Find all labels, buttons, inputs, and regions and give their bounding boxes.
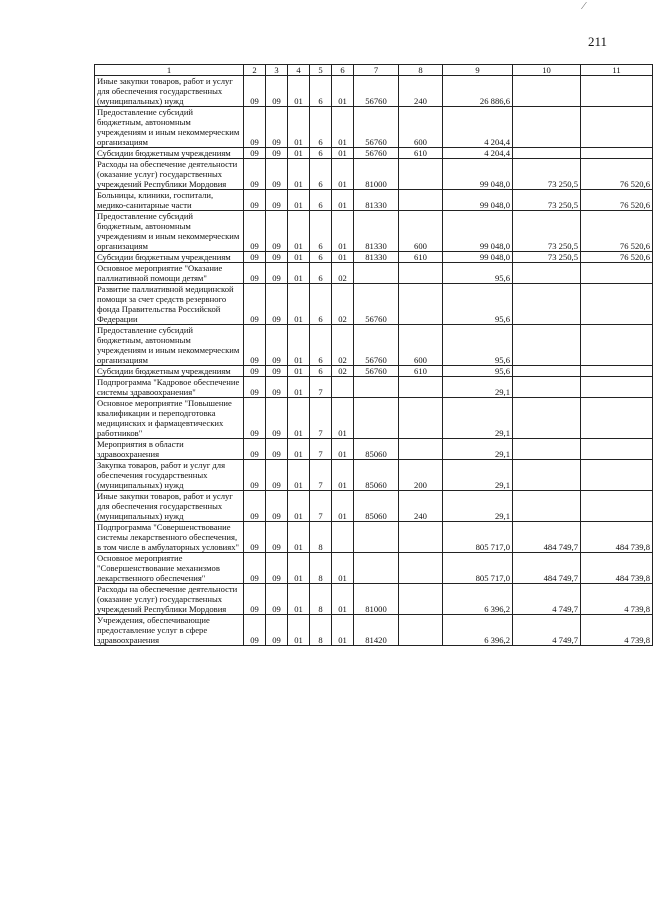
code-gp: 09 (244, 263, 266, 284)
code-dir: 56760 (354, 366, 399, 377)
row-name: Расходы на обеспечение деятельности (оказание услуг) государственных учреждений Республики Мордовия (95, 584, 244, 615)
amount-col9: 29,1 (443, 439, 513, 460)
row-name: Учреждения, обеспечивающие предоставление услуг в сфере здравоохранения (95, 615, 244, 646)
code-dir (354, 553, 399, 584)
table-row (95, 522, 653, 553)
amount-col10 (513, 398, 581, 439)
code-vid (399, 377, 443, 398)
code-dir: 56760 (354, 148, 399, 159)
code-vid: 200 (399, 460, 443, 491)
amount-col10: 73 250,5 (513, 190, 581, 211)
code-sub: 7 (310, 377, 332, 398)
code-prog: 01 (288, 439, 310, 460)
code-main: 01 (332, 491, 354, 522)
amount-col10 (513, 460, 581, 491)
table-row (95, 553, 653, 584)
code-gp: 09 (244, 366, 266, 377)
code-prog: 01 (288, 491, 310, 522)
amount-col11 (581, 76, 653, 107)
row-name: Больницы, клиники, госпитали, медико-санитарные части (95, 190, 244, 211)
code-sub: 8 (310, 553, 332, 584)
code-sub: 7 (310, 460, 332, 491)
row-name: Подпрограмма "Совершенствование системы лекарственного обеспечения, в том числе в амбулаторных условиях" (95, 522, 244, 553)
code-gk: 09 (266, 553, 288, 584)
table-row (95, 366, 653, 377)
code-gp: 09 (244, 398, 266, 439)
code-dir: 81000 (354, 159, 399, 190)
code-gp: 09 (244, 76, 266, 107)
code-vid (399, 439, 443, 460)
amount-col10 (513, 491, 581, 522)
code-main: 01 (332, 107, 354, 148)
code-main: 01 (332, 553, 354, 584)
table-row (95, 615, 653, 646)
amount-col9: 29,1 (443, 460, 513, 491)
code-gp: 09 (244, 377, 266, 398)
column-header-6: 6 (332, 65, 354, 76)
code-vid: 600 (399, 107, 443, 148)
table-row (95, 325, 653, 366)
amount-col11: 76 520,6 (581, 211, 653, 252)
amount-col9: 6 396,2 (443, 615, 513, 646)
column-header-7: 7 (354, 65, 399, 76)
code-dir: 56760 (354, 107, 399, 148)
amount-col9: 6 396,2 (443, 584, 513, 615)
budget-table (94, 64, 653, 646)
amount-col11: 4 739,8 (581, 584, 653, 615)
code-prog: 01 (288, 211, 310, 252)
code-sub: 6 (310, 190, 332, 211)
amount-col10: 73 250,5 (513, 159, 581, 190)
code-vid: 240 (399, 491, 443, 522)
amount-col11 (581, 491, 653, 522)
code-vid: 600 (399, 325, 443, 366)
code-gk: 09 (266, 460, 288, 491)
column-header-9: 9 (443, 65, 513, 76)
code-main: 02 (332, 325, 354, 366)
code-vid (399, 284, 443, 325)
code-main: 01 (332, 148, 354, 159)
column-header-8: 8 (399, 65, 443, 76)
code-main: 01 (332, 252, 354, 263)
code-dir (354, 398, 399, 439)
amount-col9: 29,1 (443, 491, 513, 522)
code-dir: 85060 (354, 439, 399, 460)
amount-col10 (513, 284, 581, 325)
code-dir: 81330 (354, 211, 399, 252)
code-sub: 6 (310, 107, 332, 148)
amount-col11 (581, 439, 653, 460)
code-gp: 09 (244, 148, 266, 159)
code-sub: 8 (310, 615, 332, 646)
code-vid (399, 190, 443, 211)
amount-col11 (581, 148, 653, 159)
code-gp: 09 (244, 522, 266, 553)
column-header-4: 4 (288, 65, 310, 76)
code-sub: 7 (310, 491, 332, 522)
code-vid: 610 (399, 366, 443, 377)
row-name: Предоставление субсидий бюджетным, автономным учреждениям и иным некоммерческим организациям (95, 211, 244, 252)
code-sub: 7 (310, 398, 332, 439)
table-row (95, 76, 653, 107)
code-gk: 09 (266, 491, 288, 522)
table-row (95, 159, 653, 190)
table-row (95, 439, 653, 460)
amount-col10 (513, 76, 581, 107)
code-gk: 09 (266, 159, 288, 190)
row-name: Иные закупки товаров, работ и услуг для обеспечения государственных (муниципальных) нужд (95, 76, 244, 107)
row-name: Расходы на обеспечение деятельности (оказание услуг) государственных учреждений Республики Мордовия (95, 159, 244, 190)
row-name: Иные закупки товаров, работ и услуг для обеспечения государственных (муниципальных) нужд (95, 491, 244, 522)
amount-col10: 4 749,7 (513, 615, 581, 646)
code-gk: 09 (266, 584, 288, 615)
row-name: Мероприятия в области здравоохранения (95, 439, 244, 460)
code-vid: 610 (399, 252, 443, 263)
code-sub: 7 (310, 439, 332, 460)
code-main: 01 (332, 190, 354, 211)
amount-col11 (581, 325, 653, 366)
column-header-3: 3 (266, 65, 288, 76)
table-row (95, 107, 653, 148)
row-name: Предоставление субсидий бюджетным, автономным учреждениям и иным некоммерческим организациям (95, 107, 244, 148)
amount-col11: 76 520,6 (581, 190, 653, 211)
amount-col11: 484 739,8 (581, 522, 653, 553)
code-gk: 09 (266, 439, 288, 460)
code-main: 01 (332, 159, 354, 190)
code-gk: 09 (266, 325, 288, 366)
amount-col9: 99 048,0 (443, 211, 513, 252)
code-gk: 09 (266, 148, 288, 159)
code-prog: 01 (288, 377, 310, 398)
table-row (95, 491, 653, 522)
code-gp: 09 (244, 190, 266, 211)
code-main: 01 (332, 584, 354, 615)
amount-col11 (581, 284, 653, 325)
code-prog: 01 (288, 190, 310, 211)
row-name: Закупка товаров, работ и услуг для обеспечения государственных (муниципальных) нужд (95, 460, 244, 491)
code-vid: 610 (399, 148, 443, 159)
row-name: Основное мероприятие "Оказание паллиативной помощи детям" (95, 263, 244, 284)
code-dir: 81000 (354, 584, 399, 615)
amount-col10 (513, 366, 581, 377)
amount-col11 (581, 377, 653, 398)
row-name: Основное мероприятие "Совершенствование механизмов лекарственного обеспечения" (95, 553, 244, 584)
code-prog: 01 (288, 366, 310, 377)
code-vid (399, 615, 443, 646)
table-row (95, 190, 653, 211)
amount-col10: 484 749,7 (513, 553, 581, 584)
code-gk: 09 (266, 284, 288, 325)
column-header-2: 2 (244, 65, 266, 76)
code-gk: 09 (266, 366, 288, 377)
amount-col10: 73 250,5 (513, 211, 581, 252)
code-dir (354, 377, 399, 398)
table-row (95, 263, 653, 284)
row-name: Развитие паллиативной медицинской помощи за счет средств резервного фонда Правительства Российской Федерации (95, 284, 244, 325)
row-name: Субсидии бюджетным учреждениям (95, 366, 244, 377)
code-prog: 01 (288, 522, 310, 553)
code-prog: 01 (288, 398, 310, 439)
code-gk: 09 (266, 377, 288, 398)
code-vid (399, 553, 443, 584)
code-prog: 01 (288, 107, 310, 148)
code-vid (399, 522, 443, 553)
code-dir (354, 263, 399, 284)
code-vid: 240 (399, 76, 443, 107)
code-main: 02 (332, 263, 354, 284)
code-sub: 6 (310, 211, 332, 252)
code-prog: 01 (288, 159, 310, 190)
code-dir: 81330 (354, 252, 399, 263)
code-gk: 09 (266, 252, 288, 263)
page-number: 211 (588, 34, 608, 49)
code-gp: 09 (244, 584, 266, 615)
amount-col10 (513, 148, 581, 159)
amount-col9: 29,1 (443, 377, 513, 398)
code-sub: 6 (310, 159, 332, 190)
table-row (95, 584, 653, 615)
amount-col9: 4 204,4 (443, 148, 513, 159)
code-main (332, 522, 354, 553)
code-gp: 09 (244, 252, 266, 263)
code-sub: 8 (310, 584, 332, 615)
code-gp: 09 (244, 211, 266, 252)
code-sub: 6 (310, 252, 332, 263)
amount-col9: 805 717,0 (443, 553, 513, 584)
code-main: 01 (332, 76, 354, 107)
amount-col11 (581, 460, 653, 491)
amount-col10 (513, 325, 581, 366)
code-prog: 01 (288, 252, 310, 263)
amount-col9: 95,6 (443, 325, 513, 366)
amount-col10: 73 250,5 (513, 252, 581, 263)
code-sub: 6 (310, 148, 332, 159)
code-dir: 85060 (354, 460, 399, 491)
amount-col11: 4 739,8 (581, 615, 653, 646)
amount-col10 (513, 377, 581, 398)
code-prog: 01 (288, 76, 310, 107)
amount-col9: 99 048,0 (443, 190, 513, 211)
code-gp: 09 (244, 284, 266, 325)
amount-col10: 4 749,7 (513, 584, 581, 615)
row-name: Субсидии бюджетным учреждениям (95, 252, 244, 263)
code-gp: 09 (244, 491, 266, 522)
code-gp: 09 (244, 615, 266, 646)
amount-col11: 484 739,8 (581, 553, 653, 584)
code-vid (399, 584, 443, 615)
code-sub: 6 (310, 366, 332, 377)
table-row (95, 211, 653, 252)
amount-col9: 95,6 (443, 366, 513, 377)
code-gk: 09 (266, 398, 288, 439)
row-name: Подпрограмма "Кадровое обеспечение системы здравоохранения" (95, 377, 244, 398)
column-header-11: 11 (581, 65, 653, 76)
code-main: 01 (332, 460, 354, 491)
code-sub: 8 (310, 522, 332, 553)
table-row (95, 284, 653, 325)
amount-col9: 95,6 (443, 284, 513, 325)
code-vid (399, 398, 443, 439)
code-dir: 56760 (354, 76, 399, 107)
amount-col10 (513, 107, 581, 148)
row-name: Основное мероприятие "Повышение квалификации и переподготовка медицинских и фармацевтических работников" (95, 398, 244, 439)
code-gp: 09 (244, 460, 266, 491)
code-main: 02 (332, 284, 354, 325)
code-sub: 6 (310, 325, 332, 366)
column-header-1: 1 (95, 65, 244, 76)
amount-col9: 26 886,6 (443, 76, 513, 107)
table-row (95, 398, 653, 439)
code-main (332, 377, 354, 398)
code-gp: 09 (244, 107, 266, 148)
column-header-5: 5 (310, 65, 332, 76)
code-gp: 09 (244, 325, 266, 366)
amount-col9: 99 048,0 (443, 252, 513, 263)
amount-col10 (513, 263, 581, 284)
code-sub: 6 (310, 76, 332, 107)
table-body (95, 76, 653, 646)
code-dir (354, 522, 399, 553)
code-gk: 09 (266, 615, 288, 646)
code-sub: 6 (310, 263, 332, 284)
code-dir: 81330 (354, 190, 399, 211)
code-gk: 09 (266, 190, 288, 211)
code-vid (399, 159, 443, 190)
code-gp: 09 (244, 159, 266, 190)
table-row (95, 252, 653, 263)
code-main: 01 (332, 615, 354, 646)
code-sub: 6 (310, 284, 332, 325)
code-main: 01 (332, 398, 354, 439)
amount-col11: 76 520,6 (581, 252, 653, 263)
code-main: 01 (332, 439, 354, 460)
table-row (95, 460, 653, 491)
row-name: Предоставление субсидий бюджетным, автономным учреждениям и иным некоммерческим организациям (95, 325, 244, 366)
corner-mark: ⁄ (583, 0, 585, 12)
code-prog: 01 (288, 325, 310, 366)
code-prog: 01 (288, 615, 310, 646)
code-dir: 56760 (354, 325, 399, 366)
amount-col10 (513, 439, 581, 460)
amount-col10: 484 749,7 (513, 522, 581, 553)
code-prog: 01 (288, 460, 310, 491)
amount-col9: 99 048,0 (443, 159, 513, 190)
table-row (95, 148, 653, 159)
code-gk: 09 (266, 263, 288, 284)
amount-col9: 4 204,4 (443, 107, 513, 148)
amount-col11 (581, 398, 653, 439)
amount-col9: 95,6 (443, 263, 513, 284)
code-prog: 01 (288, 284, 310, 325)
code-dir: 85060 (354, 491, 399, 522)
code-prog: 01 (288, 553, 310, 584)
header-row (95, 65, 653, 76)
code-prog: 01 (288, 584, 310, 615)
code-vid (399, 263, 443, 284)
code-dir: 56760 (354, 284, 399, 325)
amount-col11 (581, 366, 653, 377)
table-row (95, 377, 653, 398)
code-gp: 09 (244, 439, 266, 460)
code-main: 01 (332, 211, 354, 252)
code-dir: 81420 (354, 615, 399, 646)
code-prog: 01 (288, 148, 310, 159)
amount-col11 (581, 107, 653, 148)
amount-col9: 805 717,0 (443, 522, 513, 553)
code-gk: 09 (266, 211, 288, 252)
code-main: 02 (332, 366, 354, 377)
code-vid: 600 (399, 211, 443, 252)
code-gk: 09 (266, 107, 288, 148)
amount-col11: 76 520,6 (581, 159, 653, 190)
code-gk: 09 (266, 76, 288, 107)
amount-col9: 29,1 (443, 398, 513, 439)
code-gk: 09 (266, 522, 288, 553)
column-header-10: 10 (513, 65, 581, 76)
row-name: Субсидии бюджетным учреждениям (95, 148, 244, 159)
code-gp: 09 (244, 553, 266, 584)
amount-col11 (581, 263, 653, 284)
code-prog: 01 (288, 263, 310, 284)
